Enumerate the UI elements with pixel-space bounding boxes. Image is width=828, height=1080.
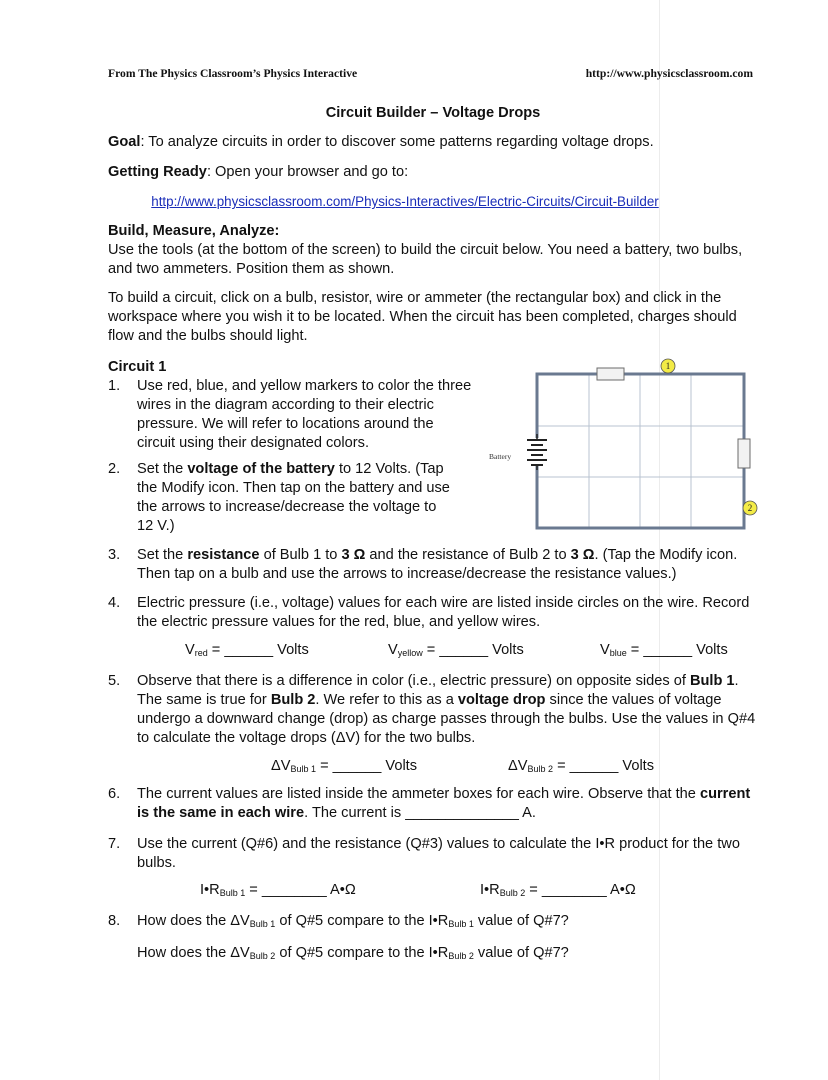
question-1: 1. Use red, blue, and yellow markers to color the three wires in the diagram according to their electric pressure. We will refer to locations around the circuit using their designated colors. <box>108 378 472 451</box>
dv-bulb1-blank: $\Delta V_{Bulb 1}$ = ______ Volts <box>271 758 418 774</box>
page-header <box>108 64 753 80</box>
header-url: http://www.physicsclassroom.com <box>585 67 753 80</box>
question-8-part-2: How does the $\Delta V_{Bulb 2}$ of Q#5 compare to the $I•R_{Bulb 2}$ value of Q#7? <box>137 945 569 961</box>
goal-paragraph <box>108 133 758 152</box>
question-7-answers <box>108 881 748 901</box>
dv-bulb2-blank: $\Delta V_{Bulb 2}$ = ______ Volts <box>508 758 655 774</box>
ir-bulb1-blank: $I•R_{Bulb 1}$ = ________ A•Ω <box>200 882 356 898</box>
getting-ready-label: Getting Ready <box>108 164 207 180</box>
v-yellow-blank: $V_{yellow}$ = ______ Volts <box>388 642 524 658</box>
circuit-diagram <box>484 356 764 536</box>
question-6: 6. The current values are listed inside the ammeter boxes for each wire. Observe that the current is the same in each wire. The current is ______________ A. <box>108 786 751 821</box>
bulb-1 <box>597 368 624 380</box>
question-8: 8. How does the $\Delta V_{Bulb 1}$ of Q#5 compare to the $I•R_{Bulb 1}$ value of Q#7? <box>108 913 569 929</box>
bulb-2-badge <box>743 501 757 515</box>
goal-text: : To analyze circuits in order to discover some patterns regarding voltage drops. <box>140 134 654 150</box>
grid-lines <box>537 374 744 528</box>
v-red-blank: $V_{red}$ = ______ Volts <box>185 642 309 658</box>
bulb-2 <box>738 439 750 468</box>
svg-text:1: 1 <box>665 361 671 371</box>
getting-ready-paragraph <box>108 163 758 182</box>
question-4-answers <box>108 641 748 661</box>
svg-text:2: 2 <box>747 503 753 513</box>
interactive-url-line <box>0 192 810 211</box>
circuit-heading: Circuit 1 <box>108 359 167 375</box>
interactive-link[interactable]: http://www.physicsclassroom.com/Physics-Interactives/Electric-Circuits/Circuit-Builder <box>151 194 659 209</box>
goal-label: Goal <box>108 134 141 150</box>
bulb-1-badge <box>661 359 675 373</box>
question-3: 3. Set the resistance of Bulb 1 to 3 Ω and the resistance of Bulb 2 to 3 Ω. (Tap the Modify icon. Then tap on a bulb and use the arrows to increase/decrease the resistance values.) <box>108 547 738 582</box>
question-5: 5. Observe that there is a difference in color (i.e., electric pressure) on opposite sides of Bulb 1. The same is true for Bulb 2. We refer to this as a voltage drop since the values of voltage undergo a downward change (drop) as charge passes through the bulbs. Use the values in Q#4 to calculate the voltage drops (ΔV) for the two bulbs. <box>108 673 756 746</box>
header-source: From The Physics Classroom’s Physics Interactive <box>108 67 358 80</box>
battery-label: Battery <box>489 452 512 461</box>
v-blue-blank: $V_{blue}$ = ______ Volts <box>600 642 728 658</box>
question-2: 2. Set the voltage of the battery to 12 Volts. (Tap the Modify icon. Then tap on the battery and use the arrows to increase/decrease the voltage to 12 V.) <box>108 461 450 534</box>
build-paragraph-1: Use the tools (at the bottom of the screen) to build the circuit below. You need a battery, two bulbs, and two ammeters. Position them as shown. <box>108 242 743 277</box>
ir-bulb2-blank: $I•R_{Bulb 2}$ = ________ A•Ω <box>480 882 636 898</box>
question-4: 4. Electric pressure (i.e., voltage) values for each wire are listed inside circles on the wire. Record the electric pressure values for the red, blue, and yellow wires. <box>108 595 750 630</box>
question-7: 7. Use the current (Q#6) and the resistance (Q#3) values to calculate the I•R product for the two bulbs. <box>108 836 740 871</box>
question-5-answers <box>108 757 748 777</box>
build-heading: Build, Measure, Analyze: <box>108 223 280 239</box>
battery-icon <box>524 434 550 470</box>
build-paragraph-2: To build a circuit, click on a bulb, resistor, wire or ammeter (the rectangular box) and click in the workspace where you wish it to be located. When the circuit has been completed, charges should flow and the bulbs should light. <box>108 290 737 344</box>
getting-ready-text: : Open your browser and go to: <box>206 164 409 180</box>
page-title: Circuit Builder – Voltage Drops <box>325 105 541 121</box>
